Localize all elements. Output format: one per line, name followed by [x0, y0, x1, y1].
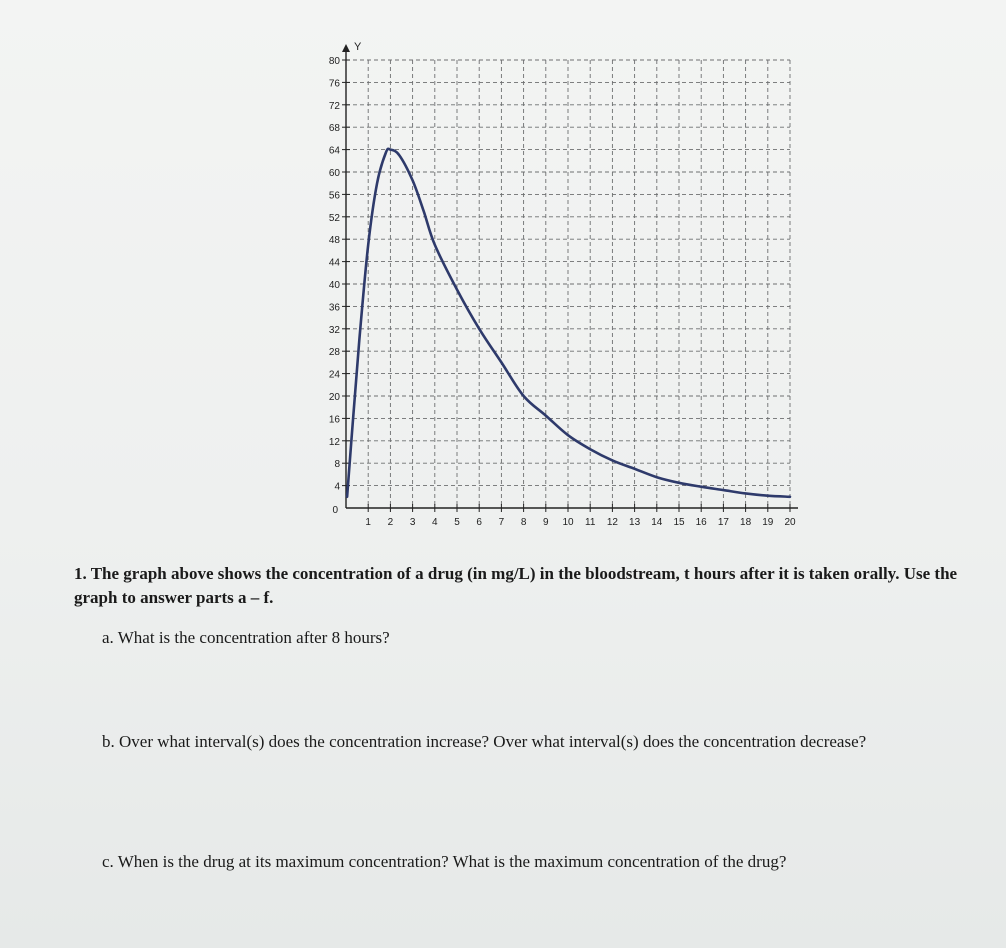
y-tick-label: 8 — [334, 459, 340, 471]
y-tick-label: 44 — [328, 257, 340, 269]
y-tick-label: 76 — [328, 78, 340, 90]
x-tick-label: 18 — [740, 517, 752, 528]
y-tick-label: 24 — [328, 369, 340, 381]
part-a-text: What is the concentration after 8 hours? — [117, 628, 390, 647]
origin-label: 0 — [332, 505, 338, 516]
part-b-text: Over what interval(s) does the concentration increase? Over what interval(s) does the concentration decrease? — [119, 732, 867, 751]
question-text: The graph above shows the concentration of a drug (in mg/L) in the bloodstream, t hours after it is taken orally. Use the graph to answer parts a – f. — [74, 564, 958, 607]
part-c — [102, 850, 982, 874]
x-tick-label: 17 — [717, 517, 729, 528]
y-tick-label: 52 — [328, 212, 340, 224]
y-tick-label: 56 — [328, 190, 340, 202]
part-c-label: c. — [102, 852, 114, 871]
x-tick-label: 13 — [629, 517, 641, 528]
part-a-label: a. — [102, 628, 114, 647]
x-tick-label: 14 — [651, 517, 663, 528]
y-tick-label: 32 — [328, 324, 340, 336]
y-tick-label: 36 — [328, 302, 340, 314]
y-tick-label: 64 — [328, 145, 340, 157]
y-tick-label: 12 — [328, 436, 340, 448]
part-c-text: When is the drug at its maximum concentration? What is the maximum concentration of the drug? — [117, 852, 787, 871]
x-tick-label: 6 — [476, 517, 482, 528]
y-tick-label: 72 — [328, 100, 340, 112]
part-a — [102, 626, 982, 650]
x-tick-label: 8 — [520, 517, 527, 528]
x-tick-label: 9 — [543, 517, 549, 528]
y-tick-label: 16 — [328, 414, 340, 426]
y-tick-label: 40 — [328, 280, 340, 291]
x-tick-label: 5 — [454, 517, 460, 528]
y-tick-label: 28 — [328, 347, 340, 359]
x-tick-label: 15 — [673, 517, 685, 528]
x-tick-label: 10 — [562, 517, 574, 528]
question-1 — [74, 562, 994, 610]
y-tick-label: 68 — [328, 123, 340, 135]
graph-svg — [300, 20, 840, 540]
x-tick-label: 3 — [409, 517, 416, 528]
y-tick-label: 60 — [328, 168, 340, 179]
y-tick-label: 80 — [328, 56, 340, 67]
y-tick-label: 4 — [334, 481, 340, 493]
concentration-graph — [300, 20, 840, 540]
part-b — [102, 730, 982, 754]
x-tick-label: 11 — [585, 517, 596, 528]
x-tick-label: 20 — [784, 517, 796, 528]
x-tick-label: 2 — [387, 517, 394, 528]
x-tick-label: 16 — [695, 517, 707, 528]
y-tick-label: 20 — [328, 392, 340, 403]
y-axis-label: Y — [354, 41, 362, 53]
question-number: 1. — [74, 564, 87, 583]
x-tick-label: 7 — [498, 517, 505, 528]
x-tick-label: 12 — [606, 517, 618, 528]
y-tick-label: 48 — [328, 235, 340, 247]
x-tick-label: 1 — [365, 517, 371, 528]
x-tick-label: 19 — [762, 517, 774, 528]
part-b-label: b. — [102, 732, 115, 751]
y-axis-arrow — [342, 44, 350, 52]
x-tick-label: 4 — [432, 517, 438, 528]
